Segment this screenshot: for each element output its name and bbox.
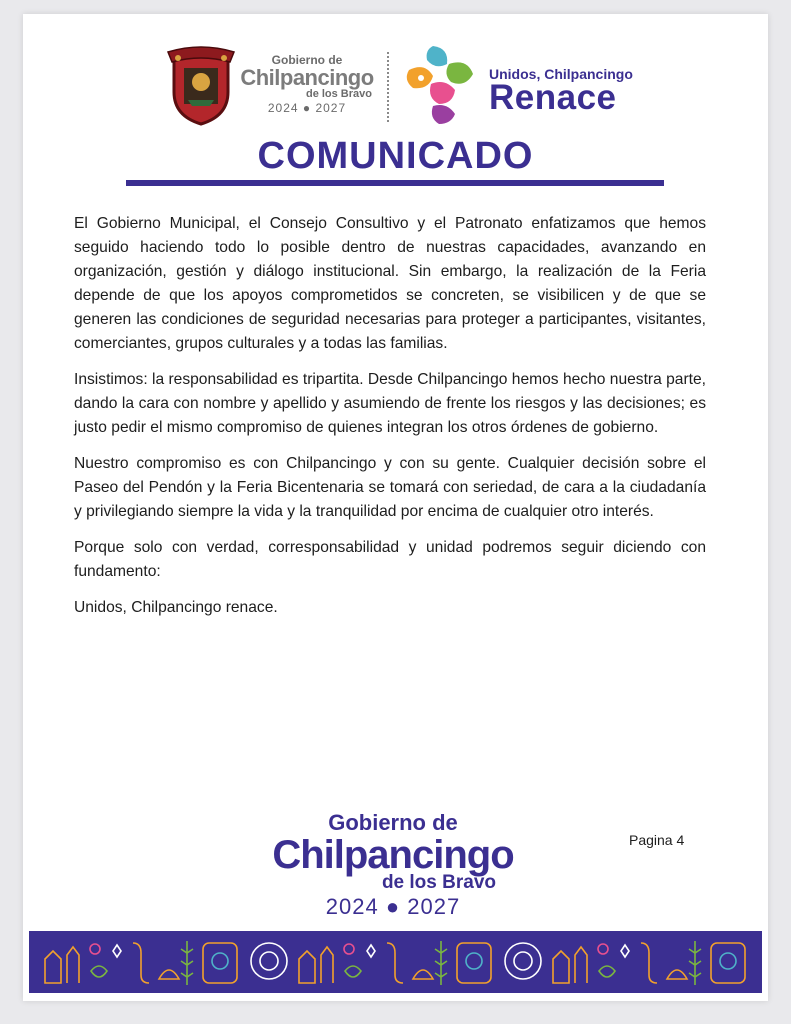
renace-wordmark [489,66,633,117]
renace-emblem-icon [403,44,483,126]
document-title: COMUNICADO [257,135,534,177]
title-underline [126,180,664,186]
header [23,14,768,124]
page-number: Pagina 4 [629,832,685,848]
gov-line-1: Gobierno de [271,53,343,67]
municipal-crest-icon [166,42,236,126]
paragraph-3: Nuestro compromiso es con Chilpancingo y con su gente. Cualquier decisión sobre el Paseo del Pendón y la Feria Bicentenaria se tomará con seriedad, de cara a la ciudadanía y privilegiando siempre la vida y la tranquilidad por encima de cualquier otro interés. [74,455,706,520]
gov-line-3: de los Bravo [305,88,372,100]
footer-line-2: Chilpancingo [272,833,514,877]
document-body [74,212,706,632]
footer-line-3: de los Bravo [381,872,496,893]
paragraph-1: El Gobierno Municipal, el Consejo Consultivo y el Patronato enfatizamos que hemos seguido haciendo todo lo posible dentro de nuestras capacidades, avanzando en organización, gestión y diálogo institucional. Sin embargo, la realización de la Feria depende de que los apoyos comprometidos se concreten, se visibilicen y de que se generen las condiciones de seguridad necesarias para proteger a participantes, visitantes, comerciantes, grupos culturales y a todas las familias. [74,215,706,352]
government-logo-small [236,54,378,116]
footer-years: 2024 ● 2027 [325,894,461,919]
paragraph-5: Unidos, Chilpancingo renace. [74,599,278,616]
paragraph-4: Porque solo con verdad, corresponsabilidad y unidad podremos seguir diciendo con fundamento: [74,539,706,580]
paragraph-2: Insistimos: la responsabilidad es tripartita. Desde Chilpancingo hemos hecho nuestra parte, dando la cara con nombre y apellido y asumiendo de frente los riesgos y las decisiones; es justo pedir el mismo compromiso de quienes integran los otros órdenes de gobierno. [74,371,706,436]
document-page [23,14,768,1001]
renace-line-1: Unidos, Chilpancingo [489,66,633,82]
gov-years: 2024 ● 2027 [267,101,347,115]
decorative-band [29,931,762,993]
decorative-pattern-icon [29,931,762,993]
gov-line-2: Chilpancingo [240,65,374,90]
footer-government-logo [268,810,518,922]
footer-line-1: Gobierno de [328,810,458,835]
renace-line-2: Renace [489,78,617,117]
logo-divider [387,52,389,122]
